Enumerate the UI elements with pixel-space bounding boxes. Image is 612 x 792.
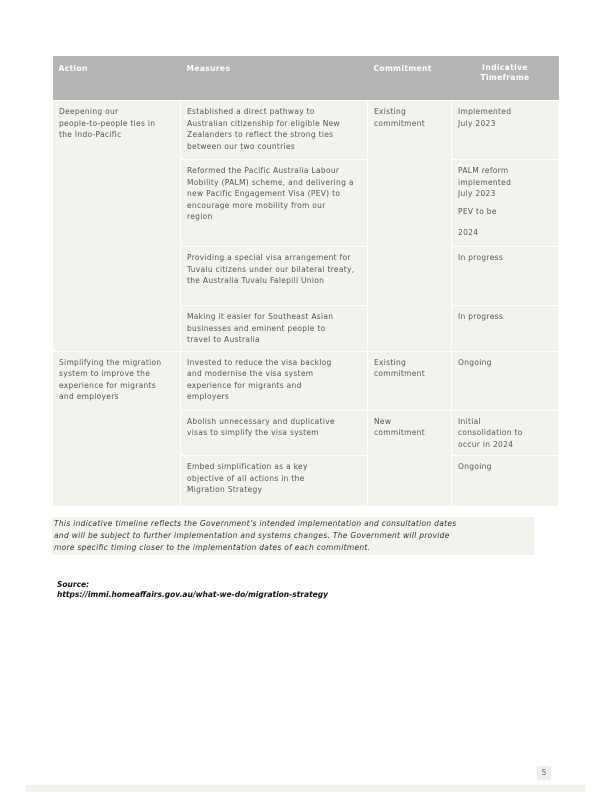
footer-bar	[26, 785, 586, 792]
action-line: system to improve the	[59, 369, 151, 378]
measure-line: region	[187, 212, 213, 221]
note-line: This indicative timeline reflects the Government’s intended implementation and consultation dates	[54, 519, 457, 528]
measure-line: Embed simplification as a key	[187, 462, 308, 471]
measure-line: Providing a special visa arrangement for	[187, 253, 351, 262]
timeframe-cell	[452, 306, 559, 352]
timeframe-line: implemented	[458, 177, 512, 187]
note-line: more specific timing closer to the implementation dates of each commitment.	[54, 543, 371, 552]
action-line: the Indo-Pacific	[59, 130, 122, 139]
timeframe-line: Implemented	[458, 107, 512, 116]
measure-line: Invested to reduce the visa backlog	[187, 357, 332, 367]
header-timeframe-line1: Indicative	[482, 63, 528, 72]
timeframe-line: PALM reform	[458, 166, 509, 175]
commitment-line: Existing	[374, 107, 407, 116]
measure-line: between our two countries	[187, 141, 296, 151]
measure-line: employers	[187, 392, 230, 401]
timeframe-cell	[452, 101, 559, 160]
measure-line: Reformed the Pacific Australia Labour	[187, 166, 340, 175]
measure-cell	[181, 456, 368, 507]
measure-line: new Pacific Engagement Visa (PEV) to	[187, 189, 341, 198]
timeframe-cell	[452, 351, 559, 410]
commitment-line: commitment	[374, 428, 425, 437]
timeframe-cell	[452, 456, 559, 507]
timeframe-line: occur in 2024	[458, 439, 514, 449]
header-commitment: Commitment	[368, 56, 452, 101]
page-number: 5	[537, 766, 551, 780]
commitment-line: commitment	[374, 118, 425, 128]
timeframe-line: PEV to be	[458, 206, 497, 216]
note-line: and will be subject to further implementation and systems changes. The Government will provide	[54, 531, 450, 540]
measure-cell	[181, 351, 368, 410]
action-line: Deepening our	[59, 107, 119, 116]
measure-line: the Australia Tuvalu Falepili Union	[187, 276, 325, 285]
timeframe-line: consolidation to	[458, 428, 523, 437]
timeframe-line: In progress	[458, 253, 504, 262]
measure-line: and modernise the visa system	[187, 369, 314, 378]
source-link[interactable]: https://immi.homeaffairs.gov.au/what-we-do/migration-strategy	[57, 590, 328, 599]
timeframe-cell	[452, 247, 559, 306]
measure-line: Abolish unnecessary and duplicative	[187, 416, 335, 426]
action-cell-indo-pacific	[53, 101, 181, 352]
timeframe-line: 2024	[458, 228, 479, 237]
measure-cell	[181, 101, 368, 160]
commitment-cell	[368, 351, 452, 410]
measure-line: travel to Australia	[187, 335, 260, 344]
commitment-line: Existing	[374, 357, 407, 367]
source-label: Source:	[57, 580, 90, 589]
header-timeframe	[452, 56, 559, 101]
measure-line: Australian citizenship for eligible New	[187, 118, 340, 128]
header-measures: Measures	[181, 56, 368, 101]
measure-line: Making it easier for Southeast Asian	[187, 312, 334, 321]
measure-cell	[181, 410, 368, 456]
timeframe-line: In progress	[458, 312, 504, 321]
measure-line: visas to simplify the visa system	[187, 428, 319, 437]
timeline-note	[52, 517, 534, 555]
action-line: Simplifying the migration	[59, 357, 162, 367]
action-line: and employers	[59, 392, 119, 401]
measure-line: Mobility (PALM) scheme, and delivering a	[187, 177, 354, 187]
table-row	[53, 351, 559, 410]
header-timeframe-line2: Timeframe	[480, 73, 530, 82]
timeframe-line: Ongoing	[458, 462, 492, 471]
source-block	[57, 580, 328, 600]
measure-line: Migration Strategy	[187, 485, 263, 494]
table-row	[53, 101, 559, 160]
measure-cell	[181, 306, 368, 352]
measure-line: Zealanders to reflect the strong ties	[187, 130, 334, 139]
table-header-row	[53, 56, 559, 101]
measure-line: experience for migrants and	[187, 380, 302, 390]
timeframe-cell	[452, 410, 559, 456]
action-line: people-to-people ties in	[59, 118, 156, 128]
measure-line: Established a direct pathway to	[187, 107, 315, 116]
commitment-line: New	[374, 416, 392, 426]
action-line: experience for migrants	[59, 380, 156, 390]
measure-line: encourage more mobility from our	[187, 200, 326, 210]
action-cell-simplifying	[53, 351, 181, 507]
timeframe-line: July 2023	[458, 189, 496, 198]
header-action: Action	[53, 56, 181, 101]
timeframe-cell	[452, 160, 559, 247]
timeframe-line: July 2023	[458, 118, 496, 128]
measure-line: businesses and eminent people to	[187, 323, 326, 333]
timeframe-line: Initial	[458, 416, 481, 426]
commitment-cell	[368, 101, 452, 352]
measure-cell	[181, 247, 368, 306]
migration-commitments-table	[52, 56, 559, 507]
measure-line: objective of all actions in the	[187, 473, 305, 483]
measure-line: Tuvalu citizens under our bilateral treaty,	[187, 264, 355, 274]
commitment-line: commitment	[374, 369, 425, 378]
timeframe-line: Ongoing	[458, 357, 492, 367]
measure-cell	[181, 160, 368, 247]
commitment-cell	[368, 410, 452, 507]
